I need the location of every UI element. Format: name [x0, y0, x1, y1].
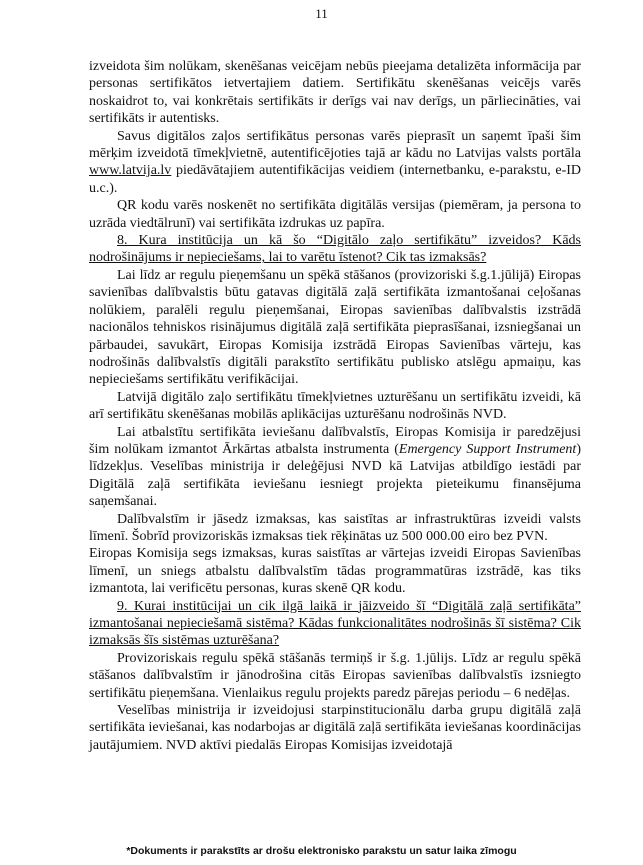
paragraph-nvd-responsibility: Latvijā digitālo zaļo sertifikātu tīmekļvietnes uzturēšanu un sertifikātu izveidi, kā arī sertifikātu skenēšanas mobilās aplikācijas uzturēšanu nodrošinās NVD.: [89, 389, 581, 423]
paragraph-text: Savus digitālos zaļos sertifikātus personas varēs pieprasīt un saņemt īpaši šim mērķim izveidotā tīmekļvietnē, autentificējoties tajā ar kādu no Latvijas valsts portāla: [89, 128, 581, 162]
paragraph-text: piedāvātajiem autentifikācijas veidiem (internetbanku, e-parakstu, e-ID u.c.).: [89, 163, 581, 196]
instrument-name: Emergency Support Instrument: [398, 441, 577, 457]
paragraph-text: Lai atbalstītu sertifikāta ieviešanu dalībvalstīs, Eiropas Komisija ir paredzējusi šim nolūkam izmantot Ārkārtas atbalsta instrumenta (: [89, 424, 581, 457]
paragraph-commission-costs: Eiropas Komisija segs izmaksas, kuras saistītas ar vārtejas izveidi Eiropas Savienības līmenī, un sniegs atbalstu dalībvalstīm tādas programmatūras izstrādē, kas tiks izmantota, lai verificētu personas, kuras skenē QR kodu.: [89, 546, 581, 597]
latvija-portal-link[interactable]: www.latvija.lv: [89, 163, 172, 179]
paragraph-regulation-timeline: Lai līdz ar regulu pieņemšanu un spēkā stāšanos (provizoriski š.g.1.jūlijā) Eiropas savienības dalībvalstis būtu gatavas digitālā zaļā sertifikāta izmantošanai ceļošanas nolūkiem, paralēli regulu pieņemšanai, Eiropas savienības dalībvalstis izstrādā nacionālos tehniskos risinājumus digitālā zaļā sertifikāta pieprasīšanai, izsniegšanai un pārbaudei, savukārt, Eiropas Komisija izstrādā Eiropas Savienības vārteju, kas nodrošinās dalībvalstīs digitāli parakstīto sertifikātu publisko atslēgu apmaiņu, kas nepieciešams sertifikātu verifikācijai.: [89, 267, 581, 388]
question-9-heading: 9. Kurai institūcijai un cik ilgā laikā ir jāizveido šī “Digitālā zaļā sertifikāta” izmantošanai nepieciešamā sistēma? Kādas funkcionalitātes nodrošinās šī sistēma? Cik izmaksās šīs sistēmas uzturēšana?: [89, 598, 581, 649]
paragraph-text: ) līdzekļus. Veselības ministrija ir deleģējusi NVD kā Latvijas atbildīgo iestādi par Digitālā zaļā sertifikāta ieviešanu iesniegt projekta pieteikumu finansējuma saņemšanai.: [89, 441, 581, 510]
page-number: 11: [315, 6, 328, 21]
question-8-heading: 8. Kura institūcija un kā šo “Digitālo zaļo sertifikātu” izveidos? Kāds nodrošinājums ir nepieciešams, lai to varētu īstenot? Cik tas izmaksās?: [89, 233, 581, 266]
document-body: [89, 58, 581, 754]
paragraph-certificate-request: [89, 128, 581, 198]
paragraph-working-group: Veselības ministrija ir izveidojusi starpinstitucionālu darba grupu digitālā zaļā sertifikāta ieviešanai, kas nodarbojas ar digitālā zaļā sertifikāta ieviešanas koordinācijas jautājumiem. NVD aktīvi piedalās Eiropas Komisijas izveidotajā: [89, 703, 581, 753]
paragraph-member-state-costs: Dalībvalstīm ir jāsedz izmaksas, kas saistītas ar infrastruktūras izveidi valsts līmenī. Šobrīd provizoriskās izmaksas tiek rēķinātas uz 500 000.00 eiro bez PVN.: [89, 511, 581, 544]
signature-footnote: *Dokuments ir parakstīts ar drošu elektronisko parakstu un satur laika zīmogu: [126, 845, 517, 857]
paragraph-funding-instrument: [89, 424, 581, 511]
paragraph-entry-into-force: Provizoriskais regulu spēkā stāšanās termiņš ir š.g. 1.jūlijs. Līdz ar regulu spēkā stāšanos dalībvalstīm ir jānodrošina citās Eiropas savienības dalībvalstīs izsniegto sertifikātu pieņemšana. Vienlaikus regulu projekts paredz pārejas periodu – 6 nedēļas.: [89, 650, 581, 701]
paragraph-certificate-scanning: izveidota šim nolūkam, skenēšanas veicējam nebūs pieejama detalizēta informācija par personas sertifikātos ietvertajiem datiem. Sertifikātu skenēšanas veicējs varēs noskaidrot to, vai konkrētais sertifikāts ir derīgs vai nav derīgs, un pārliecināties, vai sertifikāts ir autentisks.: [89, 59, 581, 127]
paragraph-qr-code: QR kodu varēs noskenēt no sertifikāta digitālās versijas (piemēram, ja persona to uzrāda viedtālrunī) vai sertifikāta izdrukas uz papīra.: [89, 198, 581, 231]
